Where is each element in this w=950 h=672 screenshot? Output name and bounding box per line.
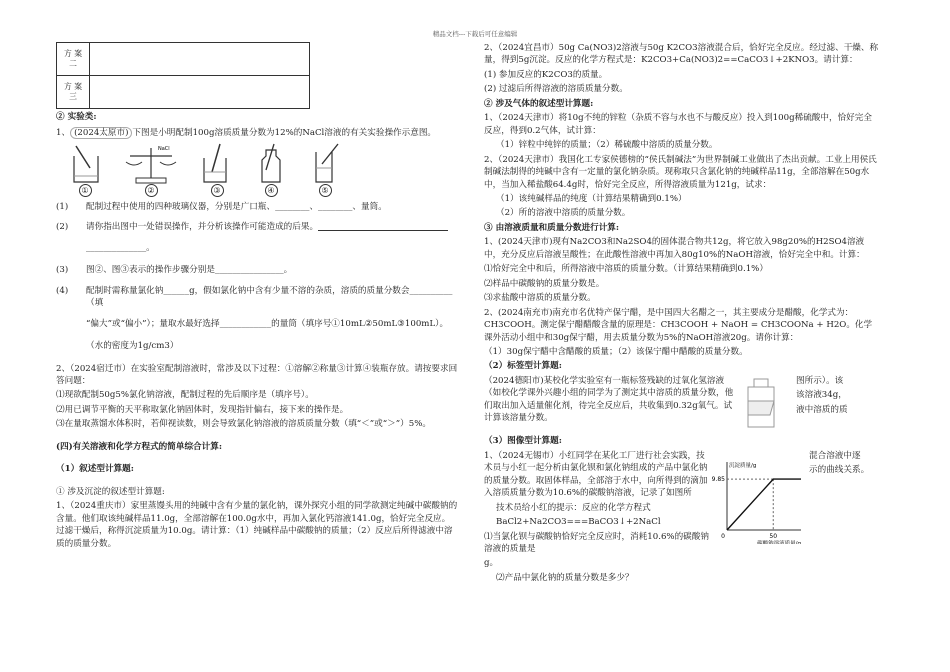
figure-number: ⑤ [319, 184, 332, 197]
x-tick-label: 50 [769, 532, 778, 540]
cylinder-icon [306, 142, 344, 184]
plan-table [56, 42, 310, 109]
q-mass2: 2、(2024南充市)南充市名优特产保宁醋，是中国四大名醋之一，其主要成分是醋酸，化学式为：CH3COOH。测定保宁醋醋酸含量的原理是：CH3COOH + NaOH = CH3COONa + H2O。化学课外活动小组中和30g保宁醋，用去质量分数为5%的NaOH溶液20g。请你计算： [484, 307, 873, 343]
image-question-block [484, 450, 879, 587]
label-question-block [484, 375, 879, 435]
q-tianjin: 1、（2024天津市）将10g不纯的锌粒（杂质不容与水也不与酸反应）投入到100g稀硫酸中，恰好完全反应，得到0.2气体，试计算： [484, 113, 872, 136]
left-column [56, 42, 458, 552]
section-narrative: （1）叙述型计算题: [56, 464, 134, 475]
q2-part2: ⑵用已调节平衡的天平称取氯化钠固体时，发现指针偏右，接下来的操作是。 [56, 404, 349, 415]
q-label: （2024德阳市)某校化学实验室有一瓶标签残缺的过氧化氢溶液（如校化学课外兴趣小组的同学为了测定其中溶质的质量分数，他们取出加入适量催化剂，待完全反应后，共收集到0.32g氧气。试计算该溶量分数。 [484, 375, 734, 424]
x-axis-label: 碳酸钠溶液质量/g [757, 540, 801, 544]
figure-number: ④ [265, 184, 278, 197]
q-mass1-a: ⑴恰好完全中和后，所得溶液中溶质的质量分数。（计算结果精确到0.1%） [484, 264, 768, 275]
nacl-label: NaCl [158, 145, 170, 152]
plan-label: 方 案 三 [57, 76, 90, 109]
section-experiment: ② 实验类: [56, 112, 97, 122]
figure-number: ② [145, 184, 158, 197]
experiment-figures [56, 142, 458, 197]
q2-yichang: 2、（2024宜昌市）50g Ca(NO3)2溶液与50g K2CO3溶液混合后，恰好完全反应。经过滤、干燥、称量，得到5g沉淀。反应的化学方程式是：K2CO3+Ca(NO3)2==CaCO3↓+2KNO3。请计算： [484, 43, 879, 66]
q1-sub2: (2) 请你指出图中一处错误操作，并分析该操作可能造成的后果。 [56, 221, 458, 233]
q1-sub1: (1) 配制过程中使用的四种玻璃仪器，分别是广口瓶、________、________、量筒。 [56, 201, 387, 212]
q-img-2: ⑵产品中氯化钠的质量分数是多少？ [496, 572, 634, 583]
figure-number: ③ [211, 184, 224, 197]
right-column [484, 42, 879, 586]
plan-cell[interactable] [90, 43, 310, 76]
q2-part3: ⑶在量取蒸馏水体积时，若仰视读数，则会导致氯化钠溶液的溶质质量分数（填“＜”或“＞”）5%。 [56, 419, 431, 430]
figure-4 [254, 142, 288, 197]
plan-cell[interactable] [90, 76, 310, 109]
q-img-1b: g。 [484, 558, 499, 569]
chart-svg [709, 452, 809, 544]
section-label: （2）标签型计算题: [484, 361, 562, 372]
section-4-title: (四)有关溶液和化学方程式的简单综合计算: [56, 441, 222, 452]
q-img-1: ⑴当氯化钡与碳酸钠恰好完全反应时，消耗10.6%的碳酸钠溶液的质量是 [484, 531, 709, 554]
q-img: 1、（2024无锡市）小红同学在某化工厂进行社会实践，技术员与小红一起分析由氯化钡和氯化钠组成的产品中氯化钠的质量分数。取固体样品，全部溶于水中，向所得到的滴加入溶质质量分数为10.6%的碳酸钠溶液，记录了如图所 [484, 450, 708, 499]
figure-3 [198, 142, 236, 197]
y-axis-label: 沉淀质量/g [729, 462, 757, 469]
q-tianjin2: 2、（2024天津市）我国化工专家侯德榜的“侯氏制碱法”为世界制碱工业做出了杰出贡献。工业上用侯氏制碱法制得的纯碱中含有一定量的氯化钠杂质。现称取只含氯化钠的纯碱样品11g，全部溶解在50g水中，当加入稀盐酸64.4g时，恰好完全反应，所得溶液质量为121g，试求： [484, 154, 877, 190]
q-tianjin-a: （1）锌粒中纯锌的质量；（2）稀硫酸中溶质的质量分数。 [496, 140, 718, 151]
q1-sub2-blank: ______________。 [86, 242, 155, 253]
q1-sub3: (3) 图②、图③表示的操作步骤分别是________________。 [56, 265, 293, 276]
q1-sub4: (4) 配制时需称量氯化钠______g，假如氯化钠中含有少量不溶的杂质，溶质的质量分数会__________（填 [56, 285, 453, 309]
page-header: 精品文档---下载后可任意编辑 [432, 30, 518, 38]
plan-label: 方 案 二 [57, 43, 90, 76]
q2-yichang-b: (2) 过滤后所得溶液的溶质质量分数。 [484, 84, 628, 95]
q-tianjin2-b: （2）所的溶液中溶质的质量分数。 [496, 208, 631, 219]
figure-number: ① [79, 184, 92, 197]
answer-blank[interactable] [318, 221, 448, 231]
q1-sub4-note: （水的密度为1g/cm3） [86, 341, 179, 352]
q-label-side: 图所示）。该 该溶液34g， 液中溶质的质 [796, 375, 848, 415]
balance-icon [122, 142, 180, 184]
q1-sub4-cont: “偏大”或“偏小”）；量取水最好选择____________的量筒（填序号①10mL②50mL③100mL）。 [86, 318, 449, 329]
y-tick-label: 9.85 [711, 475, 725, 483]
figure-1 [66, 142, 104, 197]
q-chongqing: 1、（2024重庆市）家里蒸馒头用的纯碱中含有少量的氯化钠，课外探究小组的同学欲测定纯碱中碳酸钠的含量。他们取该纯碱样品11.0g，全部溶解在100.0g水中，再加入氯化钙溶液141.0g，恰好完全反应。过滤干燥后，称得沉淀质量为10.0g。请计算：（1）纯碱样品中碳酸钠的质量；（2）反应后所得滤液中溶质的质量分数。 [56, 501, 458, 549]
precipitate-chart [709, 450, 809, 587]
figure-2 [122, 142, 180, 197]
q-mass1-b: ⑵样品中碳酸钠的质量分数是。 [484, 278, 605, 289]
figure-5 [306, 142, 344, 197]
q-img-tech: 技术员给小红的提示：反应的化学方程式 [496, 502, 651, 513]
section-gas: ② 涉及气体的叙述型计算题: [484, 98, 594, 109]
table-row [57, 43, 310, 76]
q2-stem: 2、（2024宿迁市）在实验室配制溶液时，常涉及以下过程：①溶解②称量③计算④装瓶存放。请按要求回答问题： [56, 363, 458, 386]
q-tianjin2-a: （1）该纯碱样品的纯度（计算结果精确到0.1%） [496, 193, 687, 204]
q2-part1: ⑴现欲配制50g5%氯化钠溶液，配制过程的先后顺序是（填序号）。 [56, 390, 314, 401]
bottle-icon [254, 142, 288, 184]
section-mass: ③ 由溶液质量和质量分数进行计算: [484, 222, 620, 233]
q-mass1: 1、(2024天津市)现有Na2CO3和Na2SO4的固体混合物共12g，将它放入98g20%的H2SO4溶液中，充分反应后溶液呈酸性；在此酸性溶液中再加入80g10%的NaOH溶液，恰好完全中和。计算： [484, 237, 865, 260]
q1-stem: 1、 (2024太原市) 下图是小明配制100g溶质质量分数为12%的NaCl溶液的有关实验操作示意图。 [56, 128, 437, 139]
section-precipitate: ① 涉及沉淀的叙述型计算题: [56, 486, 165, 497]
q-img-eq: BaCl2+Na2CO3===BaCO3↓+2NaCl [496, 517, 661, 528]
bottle-figure [734, 375, 796, 435]
beaker-pour-icon [198, 142, 236, 184]
table-row [57, 76, 310, 109]
precipitate-line [727, 479, 801, 530]
q-mass1-c: ⑶求盐酸中溶质的质量分数。 [484, 293, 596, 304]
beaker-spoon-icon [66, 142, 104, 184]
q-mass2-a: （1）30g保宁醋中含醋酸的质量；（2）该保宁醋中醋酸的质量分数。 [484, 346, 748, 357]
label-bottle-icon [734, 375, 790, 431]
origin-label: 0 [721, 532, 725, 540]
q2-yichang-a: (1) 参加反应的K2CO3的质量。 [484, 69, 608, 80]
section-image: （3）图像型计算题: [484, 436, 562, 447]
q-img-side: 混合溶液中逐 示的曲线关系。 [809, 450, 870, 476]
